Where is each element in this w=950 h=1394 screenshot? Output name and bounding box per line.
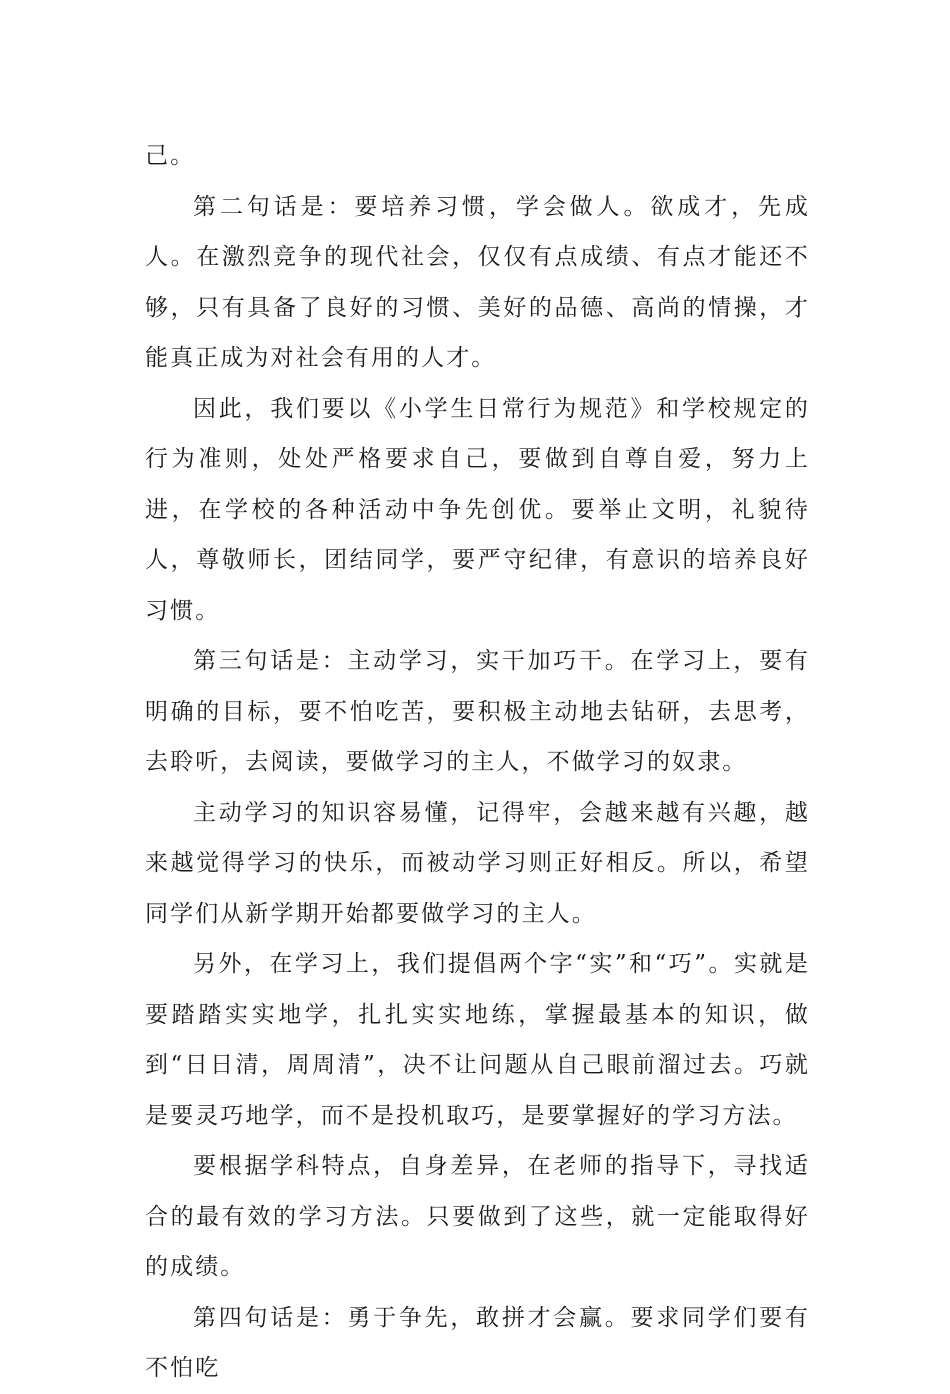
paragraph: 另外，在学习上，我们提倡两个字“实”和“巧”。实就是要踏踏实实地学，扎扎实实地练，掌握最基本的知识，做到“日日清，周周清”，决不让问题从自己眼前溜过去。巧就是要灵巧地学，而不是投机取巧，是要掌握好的学习方法。	[145, 951, 810, 1129]
paragraph: 第四句话是：勇于争先，敢拼才会赢。要求同学们要有不怕吃	[145, 1304, 810, 1381]
body-text	[145, 131, 810, 1394]
paragraph: 因此，我们要以《小学生日常行为规范》和学校规定的行为准则，处处严格要求自己，要做到自尊自爱，努力上进，在学校的各种活动中争先创优。要举止文明，礼貌待人，尊敬师长，团结同学，要严守纪律，有意识的培养良好习惯。	[145, 395, 810, 624]
paragraph: 主动学习的知识容易懂，记得牢，会越来越有兴趣，越来越觉得学习的快乐，而被动学习则正好相反。所以，希望同学们从新学期开始都要做学习的主人。	[145, 799, 810, 927]
paragraph: 要根据学科特点，自身差异，在老师的指导下，寻找适合的最有效的学习方法。只要做到了这些，就一定能取得好的成绩。	[145, 1153, 810, 1280]
paragraph: 第三句话是：主动学习，实干加巧干。在学习上，要有明确的目标，要不怕吃苦，要积极主动地去钻研，去思考，去聆听，去阅读，要做学习的主人，不做学习的奴隶。	[145, 648, 810, 775]
paragraph: 第二句话是：要培养习惯，学会做人。欲成才，先成人。在激烈竞争的现代社会，仅仅有点成绩、有点才能还不够，只有具备了良好的习惯、美好的品德、高尚的情操，才能真正成为对社会有用的人才。	[145, 193, 810, 371]
paragraph: 己。	[145, 143, 196, 169]
